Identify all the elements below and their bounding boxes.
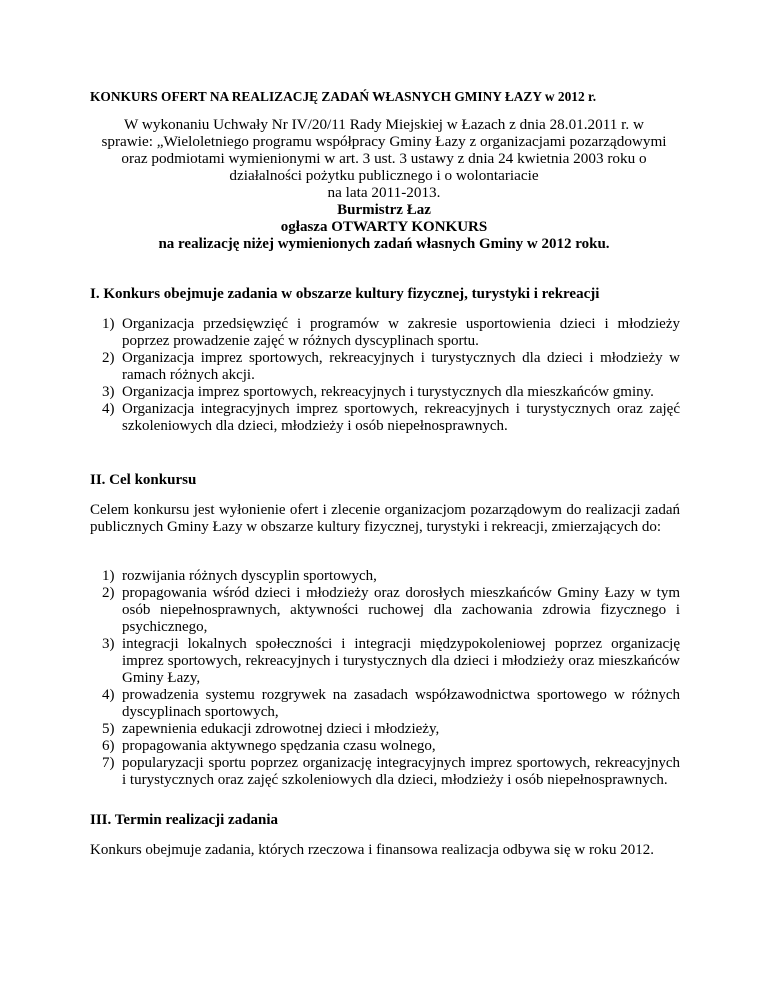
- list-item: [90, 585, 680, 636]
- intro-line: działalności pożytku publicznego i o wolontariacie: [229, 167, 539, 184]
- list-text: Organizacja imprez sportowych, rekreacyjnych i turystycznych dla dzieci i młodzieży w ramach różnych akcji.: [122, 350, 680, 383]
- list-number: 3): [102, 384, 115, 400]
- list-item: [90, 738, 680, 755]
- announcement: [85, 202, 683, 253]
- list-number: 1): [102, 568, 115, 584]
- intro-paragraph: [85, 116, 683, 201]
- list-text: zapewnienia edukacji zdrowotnej dzieci i młodzieży,: [122, 721, 440, 737]
- list-number: 7): [102, 755, 115, 771]
- list-text: popularyzacji sportu poprzez organizację integracyjnych imprez sportowych, rekreacyjnych i turystycznych oraz zajęć szkoleniowych dla dzieci, młodzieży i osób niepełnosprawnych.: [122, 755, 680, 788]
- list-item: [90, 316, 680, 350]
- document-title: KONKURS OFERT NA REALIZACJĘ ZADAŃ WŁASNYCH GMINY ŁAZY w 2012 r.: [90, 89, 597, 104]
- list-number: 3): [102, 636, 115, 652]
- list-item: [90, 401, 680, 435]
- section-1-heading: I. Konkurs obejmuje zadania w obszarze kultury fizycznej, turystyki i rekreacji: [90, 286, 600, 302]
- announcement-line: ogłasza OTWARTY KONKURS: [280, 219, 488, 235]
- list-number: 2): [102, 585, 115, 601]
- list-item: [90, 636, 680, 687]
- intro-line: oraz podmiotami wymienionymi w art. 3 ust. 3 ustawy z dnia 24 kwietnia 2003 roku o: [121, 150, 647, 167]
- list-text: propagowania aktywnego spędzania czasu wolnego,: [122, 738, 436, 754]
- list-text: integracji lokalnych społeczności i integracji międzypokoleniowej poprzez organizację imprez sportowych, rekreacyjnych i turystycznych dla dzieci i młodzieży oraz mieszkańców Gminy Łazy,: [122, 636, 680, 686]
- list-item: [90, 755, 680, 789]
- list-item: [90, 721, 680, 738]
- list-item: [90, 384, 680, 401]
- list-number: 5): [102, 721, 115, 737]
- list-number: 4): [102, 401, 115, 417]
- section-2-paragraph: Celem konkursu jest wyłonienie ofert i zlecenie organizacjom pozarządowym do realizacji zadań publicznych Gminy Łazy w obszarze kultury fizycznej, turystyki i rekreacji, zmierzających do:: [90, 502, 680, 535]
- list-text: Organizacja przedsięwzięć i programów w zakresie usportowienia dzieci i młodzieży poprzez prowadzenie zajęć w różnych dyscyplinach sportu.: [122, 316, 680, 349]
- list-text: rozwijania różnych dyscyplin sportowych,: [122, 568, 377, 584]
- list-text: prowadzenia systemu rozgrywek na zasadach współzawodnictwa sportowego w różnych dyscyplinach sportowych,: [122, 687, 680, 720]
- list-item: [90, 350, 680, 384]
- list-number: 2): [102, 350, 115, 366]
- list-text: propagowania wśród dzieci i młodzieży oraz dorosłych mieszkańców Gminy Łazy w tym osób niepełnosprawnych, aktywności ruchowej dla zachowania zdrowia fizycznego i psychicznego,: [122, 585, 680, 635]
- list-text: Organizacja imprez sportowych, rekreacyjnych i turystycznych dla mieszkańców gminy.: [122, 384, 654, 400]
- announcement-line: na realizację niżej wymienionych zadań własnych Gminy w 2012 roku.: [158, 236, 610, 252]
- list-number: 4): [102, 687, 115, 703]
- announcement-line: Burmistrz Łaz: [337, 202, 431, 218]
- list-item: [90, 568, 680, 585]
- list-text: Organizacja integracyjnych imprez sportowych, rekreacyjnych i turystycznych oraz zajęć szkoleniowych dla dzieci, młodzieży i osób niepełnosprawnych.: [122, 401, 680, 434]
- section-1-list: [90, 316, 680, 435]
- intro-line: na lata 2011-2013.: [327, 184, 441, 201]
- list-number: 6): [102, 738, 115, 754]
- section-3-heading: III. Termin realizacji zadania: [90, 812, 279, 828]
- intro-line: W wykonaniu Uchwały Nr IV/20/11 Rady Miejskiej w Łazach z dnia 28.01.2011 r. w: [124, 116, 644, 133]
- list-number: 1): [102, 316, 115, 332]
- section-2-heading: II. Cel konkursu: [90, 472, 197, 488]
- intro-line: sprawie: „Wieloletniego programu współpracy Gminy Łazy z organizacjami pozarządowymi: [101, 133, 667, 150]
- section-3-paragraph: Konkurs obejmuje zadania, których rzeczowa i finansowa realizacja odbywa się w roku 2012.: [90, 842, 654, 858]
- section-2-list: [90, 568, 680, 789]
- list-item: [90, 687, 680, 721]
